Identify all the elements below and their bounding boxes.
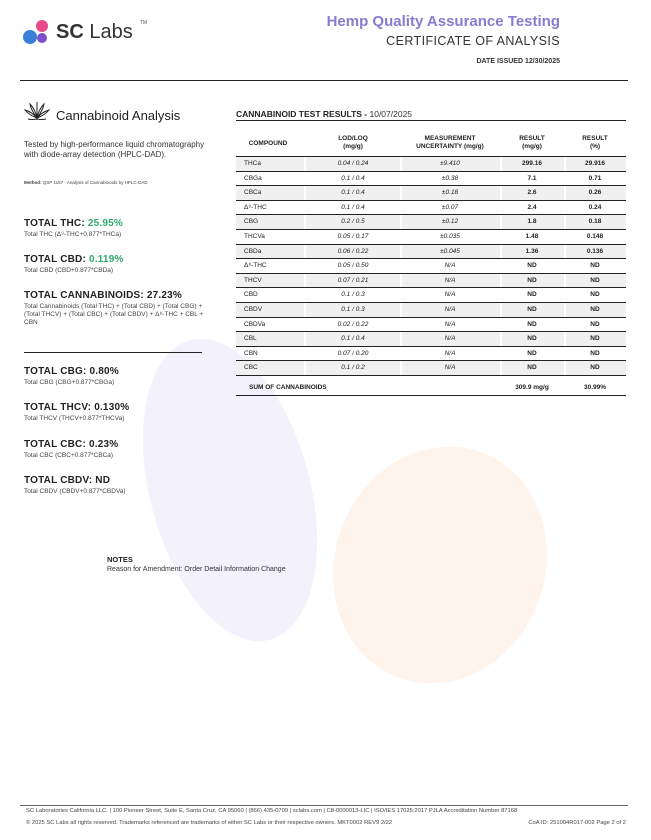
method-line: Method: QSP 1157 - Analysis of Cannabinoids by HPLC-DAD: [24, 180, 148, 185]
cell-result-pct: 0.136: [586, 247, 604, 255]
cell-result-pct: ND: [590, 276, 600, 284]
cell-result-mg: ND: [527, 305, 537, 313]
total-cbd: TOTAL CBD: 0.119% Total CBD (CBD+0.877*CBDa): [24, 254, 124, 274]
cell-uncertainty: ±0.38: [441, 174, 459, 182]
table-row: [236, 230, 626, 245]
cell-lod-loq: 0.2 / 0.5: [341, 218, 365, 226]
cell-result-mg: ND: [527, 291, 537, 299]
watermark-blob-peach: [300, 416, 579, 713]
cell-lod-loq: 0.05 / 0.17: [337, 232, 369, 240]
footer-address: SC Laboratories California LLC. | 100 Pioneer Street, Suite E, Santa Cruz, CA 95060 | (866) 435-0709 | sclabs.com | C8-0000013-LIC | ISO/IES 17025:2017 PJLA Accreditation Number 87168: [26, 808, 518, 814]
total-thcv: TOTAL THCV: 0.130% Total THCV (THCV+0.877*THCVa): [24, 402, 130, 422]
total-thc: TOTAL THC: 25.95% Total THC (Δ⁹-THC+0.877*THCa): [24, 218, 123, 238]
sum-pct: 30.99%: [583, 384, 607, 391]
header-lod-loq: LOD/LOQ (mg/g): [338, 135, 368, 150]
method-description: Tested by high-performance liquid chromatography with diode-array detection (HPLC-DAD).: [24, 140, 205, 159]
cell-result-mg: 1.48: [525, 232, 539, 240]
table-row: [236, 274, 626, 289]
cell-lod-loq: 0.1 / 0.4: [341, 335, 365, 343]
cell-uncertainty: N/A: [444, 320, 456, 328]
table-row: [236, 172, 626, 187]
cell-compound: CBDV: [244, 305, 263, 313]
cell-result-pct: 29.916: [585, 160, 605, 167]
table-caption: CANNABINOID TEST RESULTS - 10/07/2025: [236, 109, 413, 119]
cell-result-mg: ND: [527, 276, 537, 284]
sc-labs-logo: [22, 16, 148, 50]
cell-uncertainty: N/A: [444, 291, 456, 299]
notes-heading: NOTES: [107, 555, 133, 564]
cell-result-mg: ND: [527, 349, 537, 357]
cell-result-mg: 1.36: [525, 247, 539, 255]
cell-uncertainty: N/A: [444, 262, 456, 270]
cell-result-pct: ND: [590, 320, 600, 328]
cell-result-pct: ND: [590, 291, 600, 299]
footer-divider: [20, 805, 628, 806]
cell-lod-loq: 0.07 / 0.21: [337, 276, 369, 284]
table-row: [236, 303, 626, 318]
cell-compound: CBL: [244, 335, 257, 343]
cell-result-pct: 0.24: [588, 203, 602, 211]
cell-lod-loq: 0.1 / 0.4: [341, 203, 365, 211]
cell-compound: Δ⁹-THC: [244, 203, 267, 211]
cell-lod-loq: 0.04 / 0.24: [337, 160, 369, 167]
header-result-mg: RESULT (mg/g): [519, 135, 545, 150]
table-row: [236, 288, 626, 303]
cell-compound: CBC: [244, 364, 258, 372]
cell-result-mg: 7.1: [527, 174, 537, 182]
table-bottom-divider: [236, 395, 626, 396]
logo-trademark: TM: [140, 20, 148, 26]
left-divider: [24, 352, 202, 353]
cell-uncertainty: ±0.035: [440, 232, 460, 240]
table-header: [236, 132, 626, 156]
cell-result-mg: 2.4: [527, 203, 537, 211]
notes-text: Reason for Amendment: Order Detail Information Change: [107, 566, 286, 573]
cell-result-pct: 0.18: [588, 218, 602, 226]
cell-lod-loq: 0.1 / 0.3: [341, 305, 365, 313]
cell-compound: CBD: [244, 291, 258, 299]
cell-result-pct: 0.148: [586, 232, 604, 240]
cell-lod-loq: 0.1 / 0.4: [341, 174, 365, 182]
cell-uncertainty: N/A: [444, 335, 456, 343]
sum-label: SUM OF CANNABINOIDS: [249, 384, 327, 391]
header-divider: [20, 80, 628, 81]
cell-result-pct: 0.26: [588, 189, 602, 197]
page-title: Hemp Quality Assurance Testing: [326, 13, 560, 30]
cell-result-pct: ND: [590, 262, 600, 270]
cell-lod-loq: 0.05 / 0.50: [337, 262, 369, 270]
cell-uncertainty: N/A: [444, 276, 456, 284]
cell-uncertainty: ±0.12: [441, 218, 459, 226]
table-body: [236, 157, 626, 376]
cell-compound: Δ⁸-THC: [244, 262, 267, 270]
cell-lod-loq: 0.1 / 0.3: [341, 291, 365, 299]
table-row: [236, 157, 626, 172]
cell-lod-loq: 0.02 / 0.22: [337, 320, 369, 328]
date-issued: DATE ISSUED 12/30/2025: [476, 58, 560, 65]
cell-result-mg: ND: [527, 262, 537, 270]
cell-compound: CBDVa: [244, 320, 266, 328]
total-cbdv: TOTAL CBDV: ND Total CBDV (CBDV+0.877*CBDVa): [24, 475, 126, 495]
section-title: Cannabinoid Analysis: [56, 108, 181, 123]
total-cannabinoids: TOTAL CANNABINOIDS: 27.23% Total Cannabinoids (Total THC) + (Total CBD) + (Total CBG) + (Total THCV) + (Total CBC) + (Total CBDV) + Δ⁸-THC + CBL + CBN: [24, 290, 204, 326]
cell-compound: CBDa: [244, 247, 262, 255]
cell-lod-loq: 0.07 / 0.20: [337, 349, 369, 357]
cell-lod-loq: 0.1 / 0.2: [341, 364, 365, 372]
cell-result-mg: 2.6: [527, 189, 537, 197]
cell-uncertainty: ±0.18: [441, 189, 459, 197]
cell-uncertainty: N/A: [444, 305, 456, 313]
cell-uncertainty: N/A: [444, 364, 456, 372]
cell-result-pct: ND: [590, 305, 600, 313]
header-compound: COMPOUND: [248, 140, 288, 147]
table-row: [236, 186, 626, 201]
table-top-divider: [236, 120, 626, 121]
cell-uncertainty: ±9.410: [440, 160, 460, 167]
total-cbc: TOTAL CBC: 0.23% Total CBC (CBC+0.877*CBCa): [24, 439, 119, 459]
page-subtitle: CERTIFICATE OF ANALYSIS: [386, 34, 560, 48]
cell-result-pct: ND: [590, 349, 600, 357]
cell-compound: THCVa: [244, 232, 265, 240]
cell-compound: CBN: [244, 349, 258, 357]
cell-compound: THCa: [244, 160, 261, 167]
footer-coa-id: CoA ID: 251004R017-002 Page 2 of 2: [528, 820, 626, 826]
logo-dots-icon: [22, 18, 50, 46]
cell-compound: CBG: [244, 218, 259, 226]
cell-result-pct: 0.71: [588, 174, 602, 182]
cell-compound: CBGa: [244, 174, 262, 182]
cell-lod-loq: 0.06 / 0.22: [337, 247, 369, 255]
cell-uncertainty: N/A: [444, 349, 456, 357]
cell-uncertainty: ±0.045: [440, 247, 460, 255]
table-row: [236, 347, 626, 362]
logo-wordmark: SC Labs: [56, 21, 133, 43]
table-row: [236, 201, 626, 216]
cell-compound: THCV: [244, 276, 262, 284]
cell-result-pct: ND: [590, 364, 600, 372]
footer-copyright: © 2025 SC Labs all rights reserved. Trademarks referenced are trademarks of either SC Labs or their respective owners. MKT0002 REV9 2/22: [26, 820, 393, 826]
table-row: [236, 259, 626, 274]
sum-result: 309.9 mg/g: [515, 384, 549, 391]
cell-lod-loq: 0.1 / 0.4: [341, 189, 365, 197]
table-row: [236, 332, 626, 347]
cell-result-mg: ND: [527, 320, 537, 328]
cell-compound: CBCa: [244, 189, 262, 197]
total-cbg: TOTAL CBG: 0.80% Total CBG (CBG+0.877*CBGa): [24, 366, 119, 386]
table-row: [236, 215, 626, 230]
table-row: [236, 361, 626, 376]
table-row: [236, 245, 626, 260]
cell-result-pct: ND: [590, 335, 600, 343]
cell-result-mg: ND: [527, 364, 537, 372]
sum-row: [236, 381, 626, 394]
header-uncertainty: MEASUREMENT UNCERTAINTY (mg/g): [416, 135, 484, 150]
table-row: [236, 318, 626, 333]
cell-result-mg: 299.16: [522, 160, 542, 167]
cell-uncertainty: ±0.07: [441, 203, 459, 211]
header-result-pct: RESULT (%): [582, 135, 608, 150]
cannabis-leaf-icon: [24, 100, 50, 124]
cell-result-mg: ND: [527, 335, 537, 343]
cell-result-mg: 1.8: [527, 218, 537, 226]
